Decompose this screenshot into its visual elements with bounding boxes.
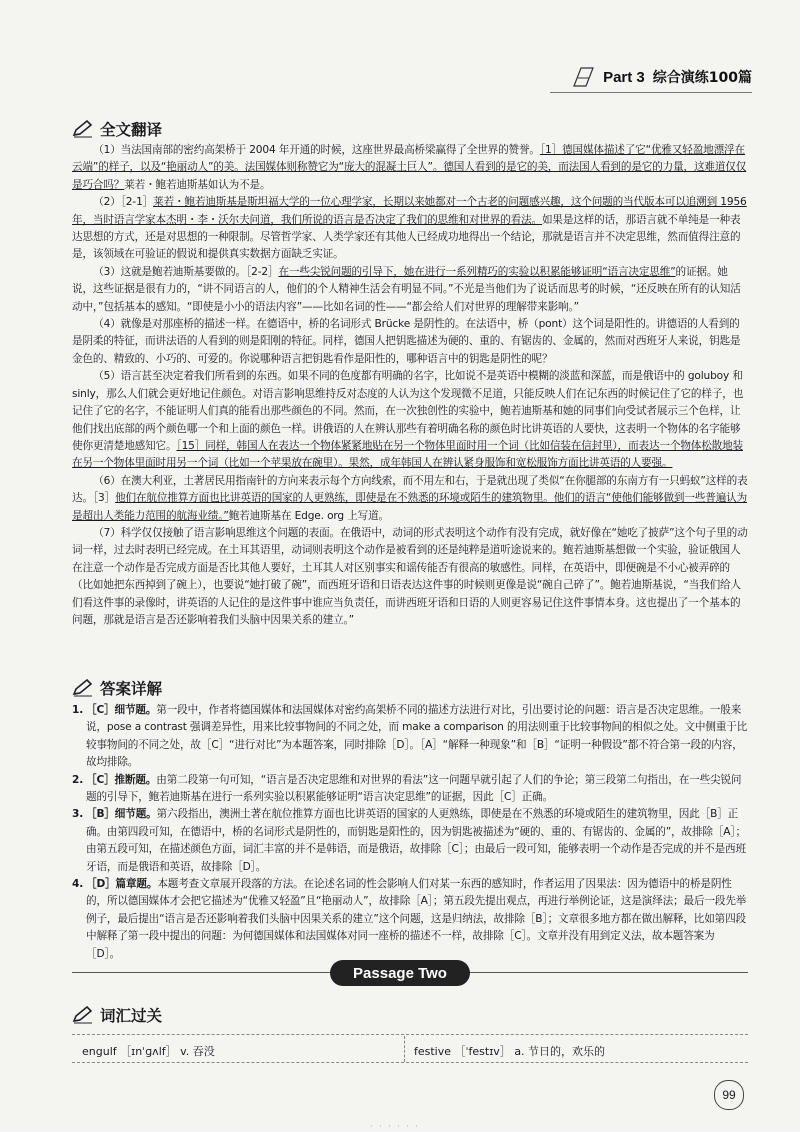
underlined-text: 他们在航位推算方面也比讲英语的国家的人更熟练，即使是在不熟悉的环境或陌生的建筑物里。他们的语言“使他们能够做到一些普遍认为是超出人类能力范围的航海业绩。” — [72, 492, 748, 522]
answer-text: 第一段中，作者将德国媒体和法国媒体对密约高架桥不同的描述方法进行对比，引出要讨论的问题：语言是否决定思维。一般来说，pose a contrast 强调差异性，用来比较事物间的不同之处，而 make a comparison 的用法则重于比较事物间的相似之处。文中侧重于比较事物间的不同之处，故［C］“进行对比”为本题答案，同时排除［D］。［A］“解释一种现象”和［B］“证明一种假设”都不符合第一段的内容，故均排除。 — [86, 704, 748, 769]
vocab-rule — [72, 1034, 748, 1035]
answer-item — [72, 772, 748, 807]
paragraph-text: 如果是这样的话，那语言就不单纯是一种表达思想的方式，还是对思想的一种限制。尽管哲学家、人类学家还有其他人已经成功地得出一个结论，那就是语言并不决定思维，然而值得注意的是，该领域在可验证的假说和提供真实数据方面缺乏实证。 — [72, 213, 741, 261]
vocab-row — [72, 1040, 748, 1060]
underlined-text: 莱若・鲍若迪斯基是斯坦福大学的一位心理学家，长期以来她都对一个古老的问题感兴趣，这个问题的当代版本可以追溯到 1956 年，当时语言学家本杰明・李・沃尔夫问道，我们所说的语言是否决定了我们的思维和对世界的看法。 — [72, 196, 747, 226]
paragraph-text: 的证据。她说，这些证据是很有力的，“讲不同语言的人，他们的个人精神生活会有明显不同。”不光是当他们为了说话而思考的时候，“还反映在所有的认知活动中，”包括基本的感知。“即使是小小的语法内容”——比如名词的性——“都会给人们对世界的理解带来影响。” — [72, 265, 741, 313]
vocab-rule — [72, 1062, 748, 1063]
translation-paragraph — [72, 264, 748, 316]
paragraph-text: （7）科学仅仅接触了语言影响思维这个问题的表面。在俄语中，动词的形式表明这个动作有没有完成，就好像在“她吃了披萨”这个句子里的动词一样，过去时表明已经完成。在土耳其语里，动词则表明这个动作是被看到的还是纯粹是道听途说来的。鲍若迪斯基想做一个实验，验证俄国人在注意一个动作是否完成方面是否比其他人要好，土耳其人对区别事实和谣传能否有很高的敏感性。同样，在英语中，即便碗是不小心被弄碎的（比如她把东西掉到了碗上），也要说“她打破了碗”，而西班牙语和日语表达这件事的时候则更像是说“碗自己碎了”。鲍若迪斯基说，“当我们给人们看这件事的录像时，讲英语的人记住的是这件事中谁应当负责任，而讲西班牙语和日语的人则更容易记住这件事情本身。这也提出了一个基本的问题，那就是语言是否还影响着我们头脑中因果关系的建立。” — [72, 526, 748, 626]
answer-body — [86, 876, 748, 963]
book-icon — [571, 66, 597, 88]
pencil-icon — [72, 679, 94, 697]
pencil-icon — [72, 1006, 94, 1024]
answer-head: ［C］推断题。 — [86, 773, 157, 786]
paragraph-text: 莱若・鲍若迪斯基如认为不是。 — [124, 178, 271, 191]
translation-heading — [72, 118, 162, 140]
underlined-text: ［15］同样，韩国人在表达一个物体紧紧地贴在另一个物体里面时用一个词（比如信装在信封里），而表达一个物体松散地装在另一个物体里面时用另一个词（比如一个苹果放在碗里）。果然，成年韩国人在辨认紧身服饰和宽松服饰方面比讲英语的人要强。 — [72, 439, 743, 470]
translation-paragraph — [72, 194, 748, 264]
translation-paragraph — [72, 316, 748, 368]
paragraph-text: 鲍若迪斯基在 Edge. org 上写道。 — [228, 509, 389, 522]
passage-label: Passage Two — [330, 960, 470, 986]
passage-banner — [0, 960, 800, 986]
pencil-icon — [72, 120, 94, 138]
answer-item — [72, 806, 748, 876]
part-label: Part 3 — [603, 68, 645, 86]
footer-dots: · · · · · · — [370, 1122, 420, 1131]
answer-body — [86, 806, 748, 876]
vocab-heading — [72, 1004, 162, 1026]
paragraph-text: （6）在澳大利亚，土著居民用指南针的方向来表示每个方向线索，而不用左和右，于是就出现了类似“在你腿部的东南方有一只蚂蚁”这样的表达。［3］ — [72, 474, 748, 505]
answer-number: 3. — [72, 808, 84, 821]
page-number: 99 — [714, 1080, 744, 1110]
answer-text: 本题考查文章展开段落的方法。在论述名词的性会影响人们对某一东西的感知时，作者运用了因果法：因为德语中的桥是阴性的，所以德国媒体才会把它描述为“优雅又轻盈”且“艳丽动人”，故排除［A］；第五段先提出观点，再进行举例论证，这是演绎法；最后一段先举例子，最后提出“语言是否还影响着我们头脑中因果关系的建立”这个问题，这是归纳法，故排除［B］；文章很多地方都在做出解释，比如第四段中解释了第一段中提出的问题：为何德国媒体和法国媒体对同一座桥的描述不一样，故排除［C］。文章并没有用到定义法，故本题答案为［D］。 — [86, 878, 747, 960]
answer-number: 4. — [72, 878, 84, 891]
header-divider — [550, 92, 752, 93]
answer-number: 1. — [72, 704, 84, 716]
paragraph-text: （4）就像是对那座桥的描述一样。在德语中，桥的名词形式 Brücke 是阴性的。在法语中，桥（pont）这个词是阳性的。讲德语的人看到的是阴柔的特征，而讲法语的人看到的则是阳刚的特征。同样，德国人把钥匙描述为硬的、重的、有锯齿的、金属的，然而对西班牙人来说，钥匙是金色的、精致的、小巧的、可爱的。你说哪种语言把钥匙看作是阳性的，哪种语言中的钥匙是阴性的呢？ — [72, 318, 741, 365]
translation-body — [72, 142, 748, 629]
answer-text: 第六段指出，澳洲土著在航位推算方面也比讲英语的国家的人更熟练，即使是在不熟悉的环境或陌生的建筑物里，因此［B］正确。由第四段可知，在德语中，桥的名词形式是阴性的，而钥匙是阳性的，因为钥匙被描述为“硬的、重的、有锯齿的、金属的”，故排除［A］；由第五段可知，在描述颜色方面，词汇丰富的并不是韩语，而是俄语，故排除［C］；由最后一段可知，能够表明一个动作是否完成的并不是西班牙语，而是俄语和英语，故排除［D］。 — [86, 808, 746, 873]
paragraph-text: （2）［2-1］ — [93, 196, 154, 209]
translation-paragraph — [72, 368, 748, 472]
underlined-text: ［1］德国媒体描述了它“优雅又轻盈地漂浮在云端”的样子，以及“艳丽动人”的美。法国媒体则称赞它为“庞大的混凝土巨人”。德国人看到的是它的美，而法国人看到的是它的力量，这难道仅仅是巧合吗？ — [72, 144, 747, 191]
answer-head: ［B］细节题。 — [86, 808, 157, 821]
answer-head: ［C］细节题。 — [86, 704, 157, 716]
paragraph-text: （1）当法国南部的密约高架桥于 2004 年开通的时候，这座世界最高桥梁赢得了全世界的赞誉。 — [93, 144, 540, 156]
vocab-divider — [404, 1036, 405, 1062]
part-title: 综合演练100篇 — [652, 70, 752, 86]
answers-body — [72, 702, 748, 963]
paragraph-text: （3）这就是鲍若迪斯基要做的。［2-2］ — [93, 265, 279, 278]
section-title: 答案详解 — [100, 680, 163, 698]
answer-item — [72, 702, 748, 772]
answer-number: 2. — [72, 773, 84, 786]
translation-paragraph — [72, 142, 748, 194]
answers-heading — [72, 677, 162, 699]
vocab-entry: festive ［ˈfestɪv］ a. 节日的，欢乐的 — [414, 1045, 606, 1058]
underlined-text: 在一些尖锐问题的引导下，她在进行一系列精巧的实验以积累能够证明“语言决定思维” — [278, 265, 676, 278]
translation-paragraph — [72, 525, 748, 629]
answer-text: 由第二段第一句可知，“语言是否决定思维和对世界的看法”这一问题早就引起了人们的争论；第三段第二句指出，在一些尖锐问题的引导下，鲍若迪斯基在进行一系列实验以积累能够证明“语言决定思维”的证据，因此［C］正确。 — [86, 773, 742, 804]
answer-body — [86, 772, 748, 807]
translation-paragraph — [72, 473, 748, 525]
vocab-entry: engulf ［ɪnˈɡʌlf］ v. 吞没 — [82, 1045, 215, 1058]
answer-body — [86, 702, 748, 772]
paragraph-text: （5）语言甚至决定着我们所看到的东西。如果不同的色度都有明确的名字，比如说不是英语中模糊的淡蓝和深蓝，而是俄语中的 goluboy 和 sinly，那么人们就会更好地记住颜色。对语言影响思维持反对态度的人认为这个发现微不足道，只能反映人们在记东西的时候记住了它的样子，也记住了它的名字，不能证明人们真的能看出那些颜色的不同。然而，在一次独创性的实验中，鲍若迪斯基和她的同事们向受试者展示三个色样，让他们找出底部的两个颜色哪一个和上面的颜色一样。讲俄语的人在辨认那些有着明确名称的颜色时比讲英语的人要快，这表明一个物体的名字能够使你更清楚地感知它。 — [72, 370, 744, 452]
answer-head: ［D］篇章题。 — [86, 878, 158, 891]
section-title: 词汇过关 — [100, 1007, 163, 1025]
section-title: 全文翻译 — [100, 121, 163, 139]
answer-item — [72, 876, 748, 963]
page-header — [571, 66, 752, 88]
